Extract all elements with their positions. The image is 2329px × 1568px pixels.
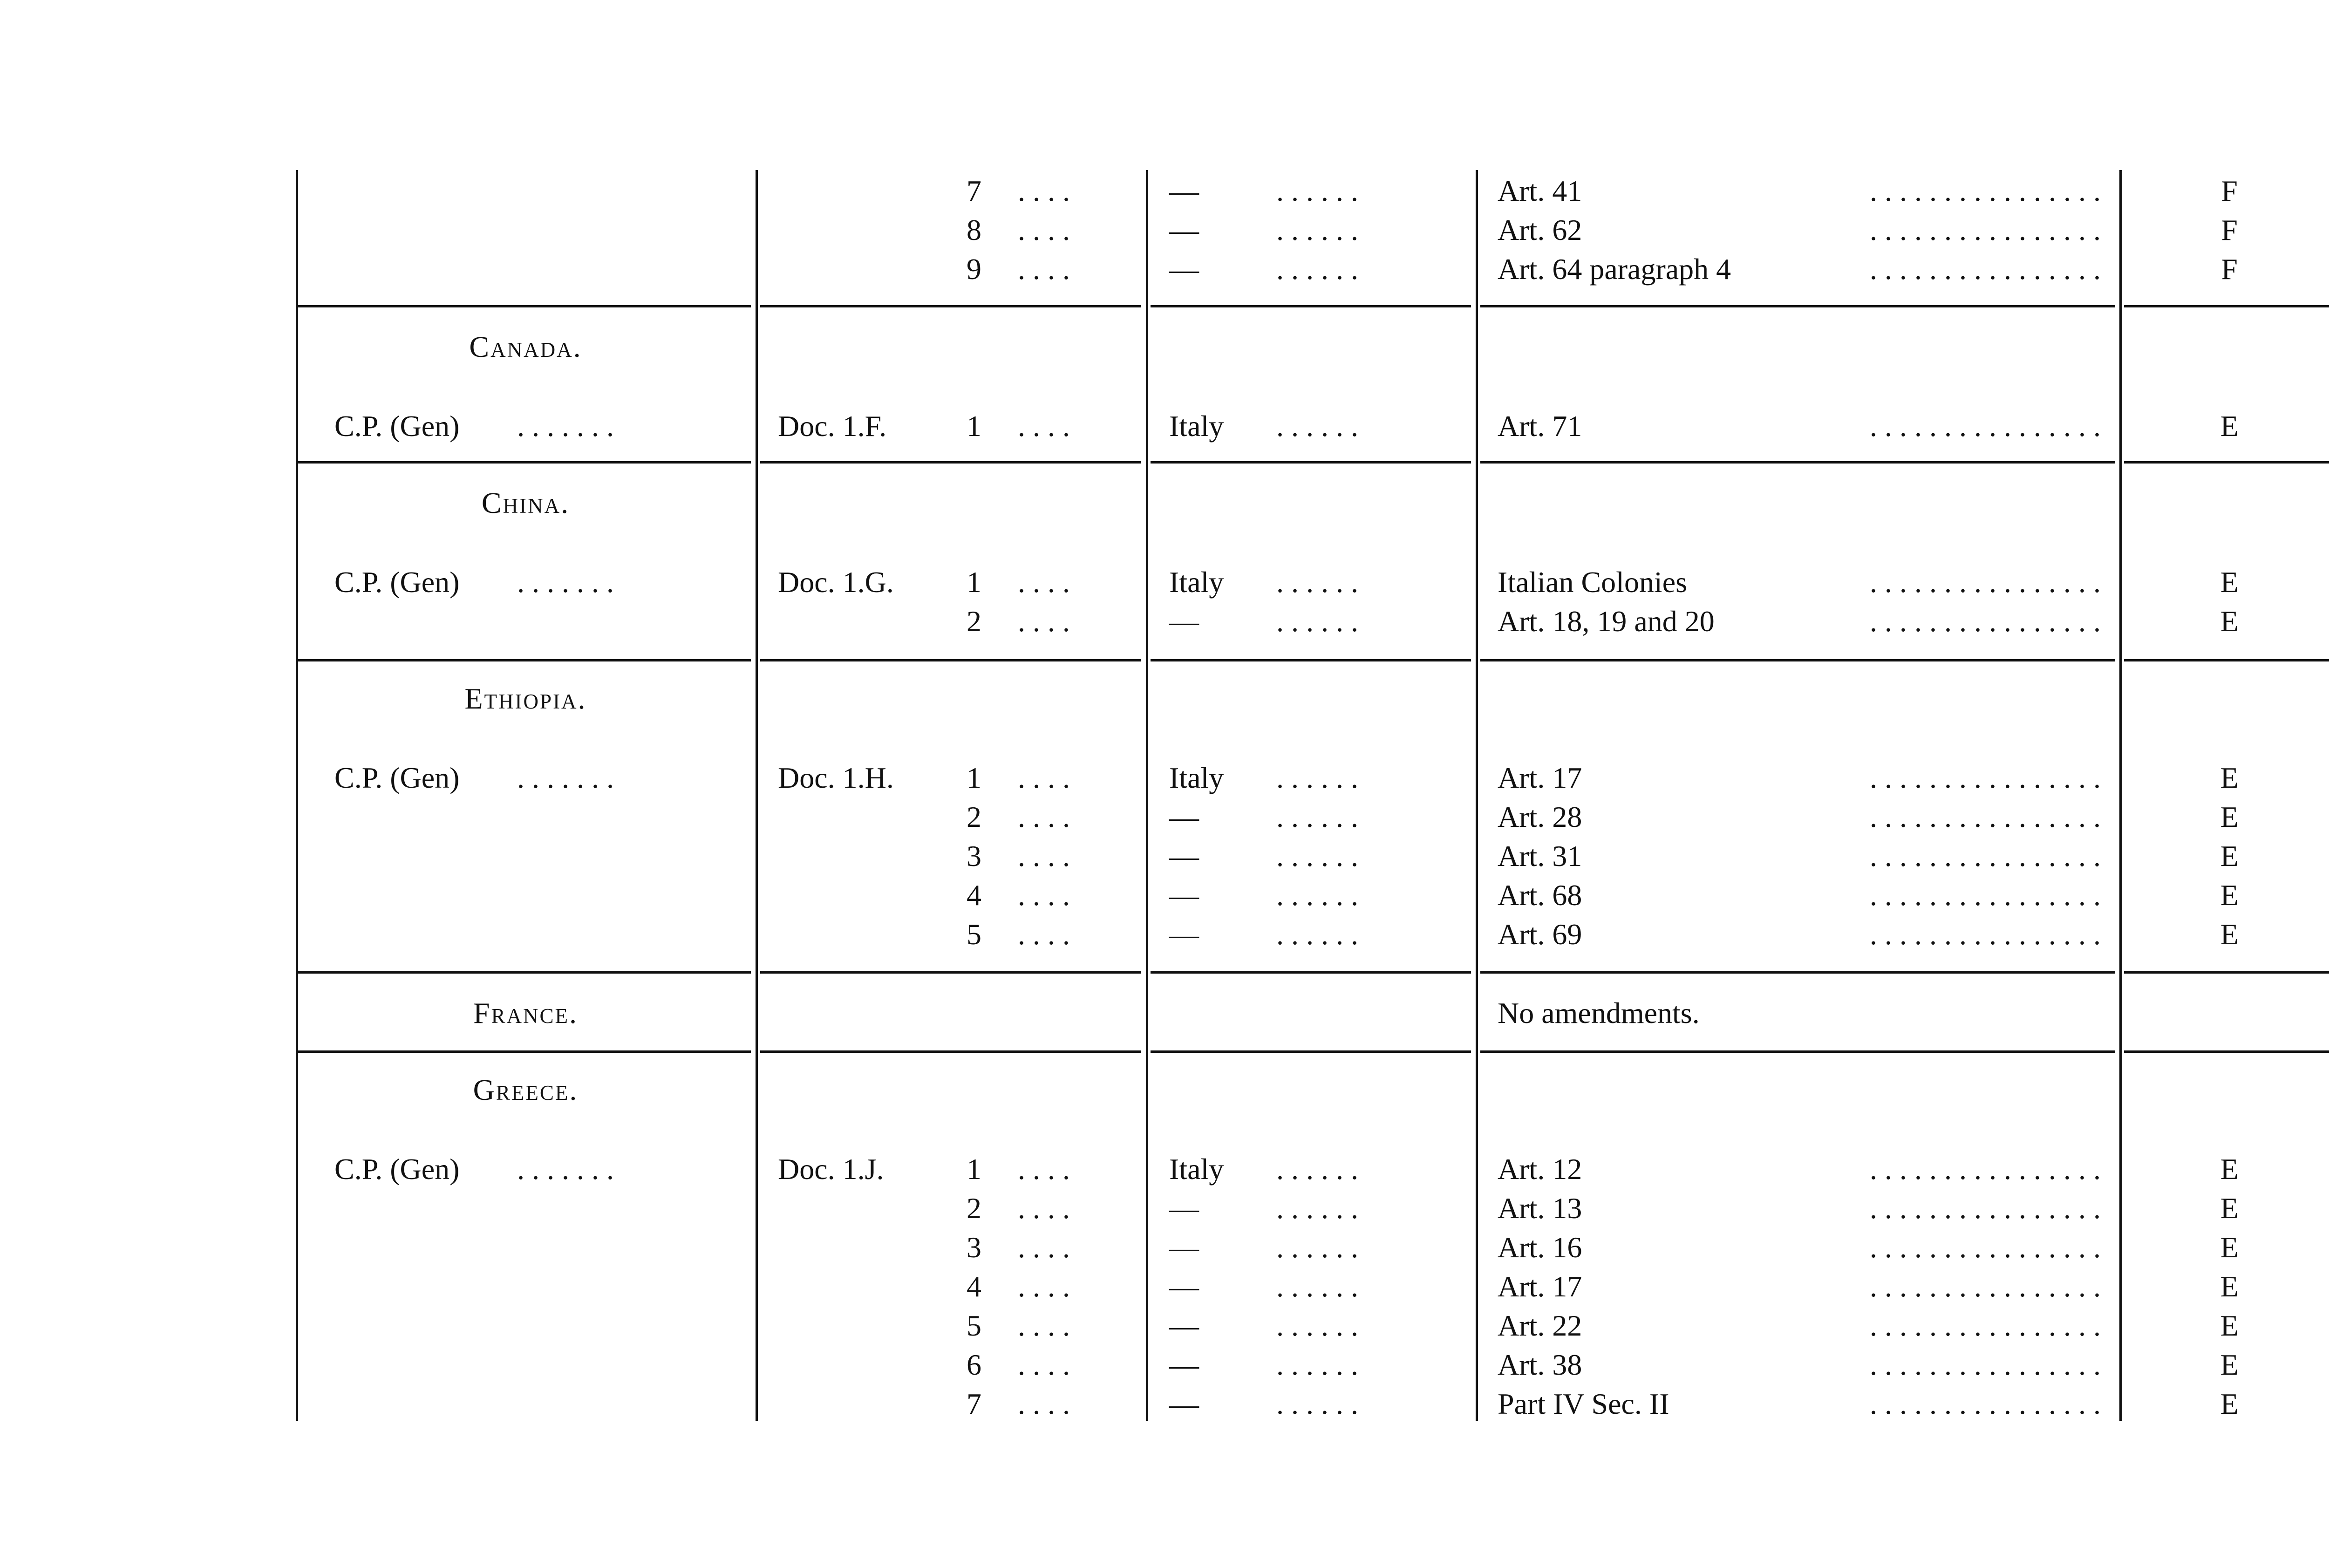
leader-dots: . . . . . . . . . . . . . . . . <box>1870 174 2101 207</box>
row-separator <box>1480 305 2115 307</box>
leader-dots: . . . . . . <box>1276 213 1358 246</box>
language-code: E <box>2220 566 2239 599</box>
article-ref: Art. 12 <box>1498 1152 1582 1186</box>
language-code: E <box>2220 605 2239 638</box>
entry-number: 4 <box>967 1270 981 1303</box>
leader-dots: . . . . . . <box>1276 1270 1358 1303</box>
body-label: C.P. (Gen) <box>334 1152 460 1186</box>
leader-dots: . . . . . . <box>1276 918 1358 951</box>
leader-dots: . . . . <box>1018 213 1070 246</box>
country-ref: — <box>1169 1231 1199 1264</box>
leader-dots: . . . . . . <box>1276 566 1358 599</box>
section-heading: Greece. <box>473 1073 579 1106</box>
leader-dots: . . . . . . <box>1276 839 1358 873</box>
leader-dots: . . . . <box>1018 800 1070 833</box>
entry-number: 9 <box>967 252 981 286</box>
row-separator <box>760 461 1141 464</box>
body-label: C.P. (Gen) <box>334 566 460 599</box>
document-ref: Doc. 1.G. <box>778 566 894 599</box>
leader-dots: . . . . . . . . . . . . . . . . <box>1870 1309 2101 1342</box>
leader-dots: . . . . . . . . . . . . . . . . <box>1870 918 2101 951</box>
leader-dots: . . . . . . . . . . . . . . . . <box>1870 409 2101 443</box>
language-code: E <box>2220 1309 2239 1342</box>
entry-number: 3 <box>967 1231 981 1264</box>
row-separator <box>1480 971 2115 974</box>
leader-dots: . . . . . . <box>1276 252 1358 286</box>
row-separator <box>296 305 751 307</box>
language-code: F <box>2221 174 2238 207</box>
leader-dots: . . . . . . <box>1276 879 1358 912</box>
article-ref: Art. 38 <box>1498 1348 1582 1381</box>
entry-number: 2 <box>967 1192 981 1225</box>
row-separator <box>2124 971 2329 974</box>
leader-dots: . . . . . . <box>1276 1152 1358 1186</box>
language-code: E <box>2220 1387 2239 1420</box>
leader-dots: . . . . . . . <box>517 409 614 443</box>
country-ref: — <box>1169 213 1199 246</box>
leader-dots: . . . . . . <box>1276 409 1358 443</box>
article-ref: Art. 31 <box>1498 839 1582 873</box>
document-ref: Doc. 1.H. <box>778 761 894 794</box>
row-separator <box>2124 659 2329 661</box>
leader-dots: . . . . . . <box>1276 605 1358 638</box>
leader-dots: . . . . . . . . . . . . . . . . <box>1870 605 2101 638</box>
row-separator <box>2124 1050 2329 1053</box>
row-separator <box>760 305 1141 307</box>
language-code: F <box>2221 252 2238 286</box>
entry-number: 2 <box>967 605 981 638</box>
leader-dots: . . . . <box>1018 918 1070 951</box>
entry-number: 8 <box>967 213 981 246</box>
leader-dots: . . . . . . . <box>517 566 614 599</box>
country-ref: — <box>1169 252 1199 286</box>
leader-dots: . . . . <box>1018 174 1070 207</box>
leader-dots: . . . . . . . <box>517 761 614 794</box>
entry-number: 5 <box>967 1309 981 1342</box>
leader-dots: . . . . . . . . . . . . . . . . <box>1870 1387 2101 1420</box>
article-ref: Art. 13 <box>1498 1192 1582 1225</box>
country-ref: — <box>1169 1348 1199 1381</box>
row-separator <box>296 971 751 974</box>
leader-dots: . . . . . . <box>1276 1309 1358 1342</box>
leader-dots: . . . . . . <box>1276 1348 1358 1381</box>
leader-dots: . . . . . . . . . . . . . . . . <box>1870 1152 2101 1186</box>
country-ref: — <box>1169 879 1199 912</box>
leader-dots: . . . . <box>1018 1192 1070 1225</box>
document-ref: Doc. 1.J. <box>778 1152 884 1186</box>
language-code: F <box>2221 213 2238 246</box>
country-ref: — <box>1169 1192 1199 1225</box>
leader-dots: . . . . . . . . . . . . . . . . <box>1870 761 2101 794</box>
leader-dots: . . . . <box>1018 566 1070 599</box>
language-code: E <box>2220 1348 2239 1381</box>
leader-dots: . . . . . . . . . . . . . . . . <box>1870 1231 2101 1264</box>
article-ref: Art. 64 paragraph 4 <box>1498 252 1731 286</box>
article-ref: Art. 16 <box>1498 1231 1582 1264</box>
leader-dots: . . . . <box>1018 1231 1070 1264</box>
body-label: C.P. (Gen) <box>334 761 460 794</box>
leader-dots: . . . . <box>1018 761 1070 794</box>
country-ref: — <box>1169 174 1199 207</box>
row-separator <box>296 461 751 464</box>
language-code: E <box>2220 1152 2239 1186</box>
leader-dots: . . . . . . . . . . . . . . . . <box>1870 213 2101 246</box>
row-separator <box>1480 1050 2115 1053</box>
section-heading: China. <box>481 486 570 519</box>
row-separator <box>1151 305 1471 307</box>
column-rule <box>756 170 758 1421</box>
language-code: E <box>2220 1231 2239 1264</box>
entry-number: 2 <box>967 800 981 833</box>
article-ref: Art. 17 <box>1498 761 1582 794</box>
entry-number: 1 <box>967 566 981 599</box>
section-heading: Canada. <box>469 330 582 363</box>
article-ref: Art. 62 <box>1498 213 1582 246</box>
leader-dots: . . . . . . . . . . . . . . . . <box>1870 252 2101 286</box>
leader-dots: . . . . . . . . . . . . . . . . <box>1870 800 2101 833</box>
entry-number: 4 <box>967 879 981 912</box>
leader-dots: . . . . <box>1018 879 1070 912</box>
language-code: E <box>2220 839 2239 873</box>
body-label: C.P. (Gen) <box>334 409 460 443</box>
leader-dots: . . . . . . . . . . . . . . . . <box>1870 1192 2101 1225</box>
language-code: E <box>2220 879 2239 912</box>
row-separator <box>296 1050 751 1053</box>
section-note: No amendments. <box>1498 996 1700 1029</box>
country-ref: Italy <box>1169 409 1224 443</box>
leader-dots: . . . . <box>1018 1152 1070 1186</box>
country-ref: Italy <box>1169 761 1224 794</box>
article-ref: Art. 69 <box>1498 918 1582 951</box>
leader-dots: . . . . <box>1018 1387 1070 1420</box>
country-ref: — <box>1169 1309 1199 1342</box>
section-heading: Ethiopia. <box>464 682 587 715</box>
country-ref: — <box>1169 918 1199 951</box>
leader-dots: . . . . <box>1018 252 1070 286</box>
row-separator <box>1151 659 1471 661</box>
entry-number: 1 <box>967 1152 981 1186</box>
leader-dots: . . . . . . . . . . . . . . . . <box>1870 839 2101 873</box>
row-separator <box>1480 659 2115 661</box>
language-code: E <box>2220 761 2239 794</box>
row-separator <box>760 659 1141 661</box>
row-separator <box>296 659 751 661</box>
article-ref: Art. 22 <box>1498 1309 1582 1342</box>
column-rule <box>1476 170 1478 1421</box>
leader-dots: . . . . . . <box>1276 1192 1358 1225</box>
leader-dots: . . . . <box>1018 409 1070 443</box>
row-separator <box>1480 461 2115 464</box>
document-ref: Doc. 1.F. <box>778 409 887 443</box>
row-separator <box>1151 461 1471 464</box>
leader-dots: . . . . . . . . . . . . . . . . <box>1870 566 2101 599</box>
article-ref: Art. 68 <box>1498 879 1582 912</box>
language-code: E <box>2220 918 2239 951</box>
country-ref: Italy <box>1169 1152 1224 1186</box>
row-separator <box>1151 971 1471 974</box>
leader-dots: . . . . <box>1018 605 1070 638</box>
article-ref: Art. 71 <box>1498 409 1582 443</box>
country-ref: — <box>1169 605 1199 638</box>
entry-number: 1 <box>967 761 981 794</box>
article-ref: Part IV Sec. II <box>1498 1387 1669 1420</box>
article-ref: Art. 17 <box>1498 1270 1582 1303</box>
language-code: E <box>2220 1192 2239 1225</box>
column-rule <box>1146 170 1148 1421</box>
article-ref: Italian Colonies <box>1498 566 1688 599</box>
leader-dots: . . . . <box>1018 1348 1070 1381</box>
country-ref: Italy <box>1169 566 1224 599</box>
entry-number: 7 <box>967 174 981 207</box>
leader-dots: . . . . <box>1018 1270 1070 1303</box>
leader-dots: . . . . . . . . . . . . . . . . <box>1870 879 2101 912</box>
entry-number: 7 <box>967 1387 981 1420</box>
leader-dots: . . . . . . . . . . . . . . . . <box>1870 1270 2101 1303</box>
row-separator <box>760 971 1141 974</box>
row-separator <box>2124 461 2329 464</box>
country-ref: — <box>1169 839 1199 873</box>
country-ref: — <box>1169 1270 1199 1303</box>
leader-dots: . . . . . . <box>1276 1231 1358 1264</box>
leader-dots: . . . . . . <box>1276 761 1358 794</box>
row-separator <box>760 1050 1141 1053</box>
leader-dots: . . . . <box>1018 839 1070 873</box>
leader-dots: . . . . . . <box>1276 174 1358 207</box>
language-code: E <box>2220 800 2239 833</box>
article-ref: Art. 41 <box>1498 174 1582 207</box>
leader-dots: . . . . . . <box>1276 800 1358 833</box>
language-code: E <box>2220 409 2239 443</box>
language-code: E <box>2220 1270 2239 1303</box>
leader-dots: . . . . . . . <box>517 1152 614 1186</box>
row-separator <box>1151 1050 1471 1053</box>
country-ref: — <box>1169 800 1199 833</box>
leader-dots: . . . . . . . . . . . . . . . . <box>1870 1348 2101 1381</box>
row-separator <box>2124 305 2329 307</box>
country-ref: — <box>1169 1387 1199 1420</box>
section-heading: France. <box>473 996 579 1029</box>
entry-number: 3 <box>967 839 981 873</box>
entry-number: 6 <box>967 1348 981 1381</box>
entry-number: 5 <box>967 918 981 951</box>
entry-number: 1 <box>967 409 981 443</box>
leader-dots: . . . . . . <box>1276 1387 1358 1420</box>
article-ref: Art. 28 <box>1498 800 1582 833</box>
article-ref: Art. 18, 19 and 20 <box>1498 605 1715 638</box>
leader-dots: . . . . <box>1018 1309 1070 1342</box>
